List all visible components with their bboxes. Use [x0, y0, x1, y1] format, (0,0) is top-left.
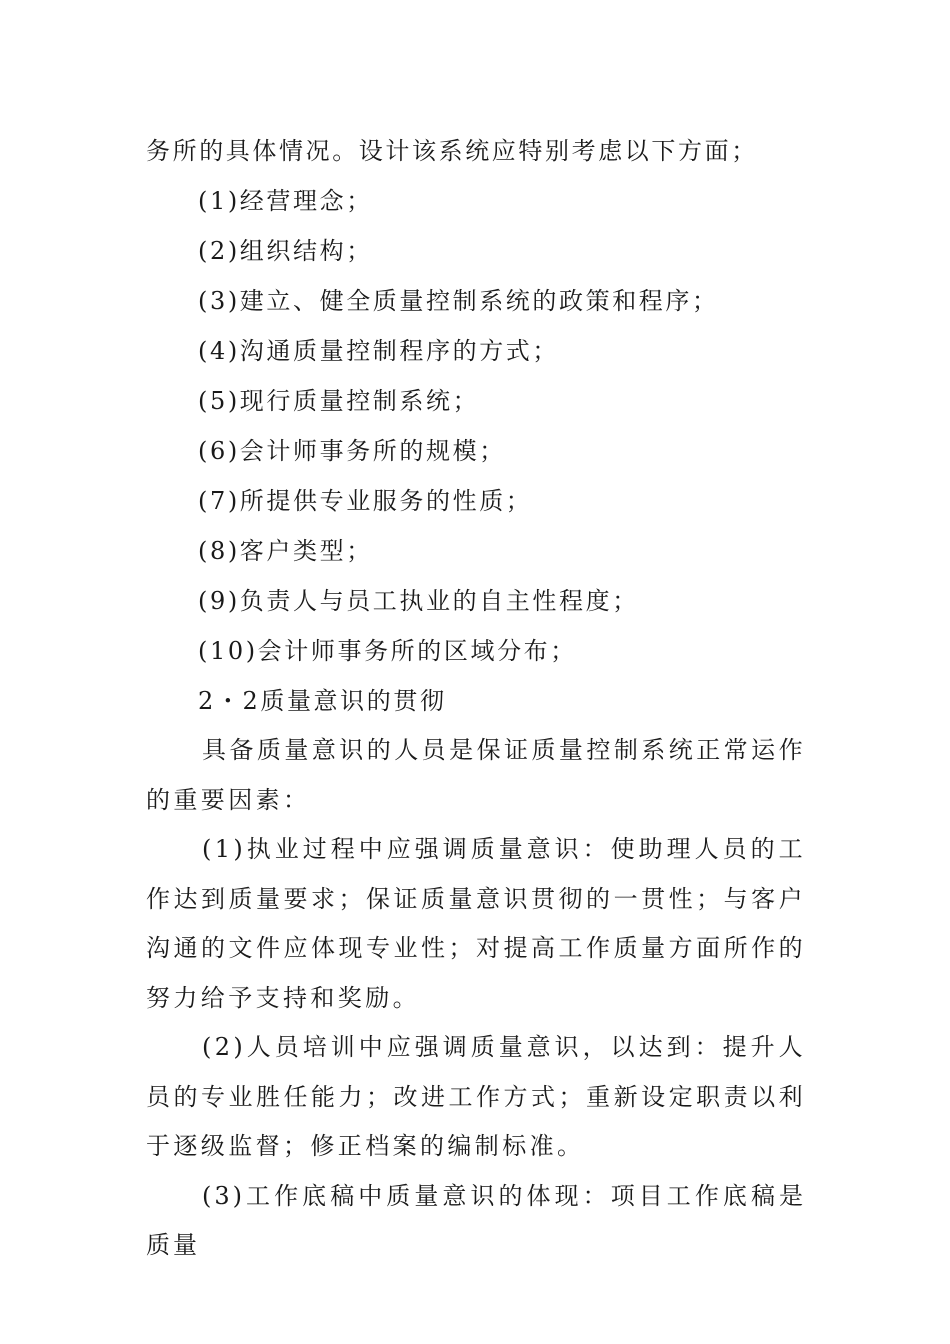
- section-heading: 2・2质量意识的贯彻: [198, 687, 447, 715]
- paragraph-point-2: (2)人员培训中应强调质量意识，以达到：提升人员的专业胜任能力；改进工作方式；重新设定职责以利于逐级监督；修正档案的编制标准。: [146, 1033, 806, 1160]
- text-line-continuation: 务所的具体情况。设计该系统应特别考虑以下方面；: [146, 137, 758, 165]
- paragraph-intro: 具备质量意识的人员是保证质量控制系统正常运作的重要因素：: [146, 736, 806, 814]
- list-item-1: (1)经营理念；: [198, 187, 373, 215]
- paragraph-point-3: (3)工作底稿中质量意识的体现：项目工作底稿是质量: [146, 1181, 806, 1259]
- document-body: [146, 126, 806, 1271]
- list-item-4: (4)沟通质量控制程序的方式；: [198, 337, 559, 365]
- list-item-6: (6)会计师事务所的规模；: [198, 437, 506, 465]
- list-item-2: (2)组织结构；: [198, 237, 373, 265]
- list-item-5: (5)现行质量控制系统；: [198, 387, 480, 415]
- list-item-7: (7)所提供专业服务的性质；: [198, 487, 533, 515]
- list-item-9: (9)负责人与员工执业的自主性程度；: [198, 587, 639, 615]
- list-item-3: (3)建立、健全质量控制系统的政策和程序；: [198, 287, 719, 315]
- paragraph-point-1: (1)执业过程中应强调质量意识：使助理人员的工作达到质量要求；保证质量意识贯彻的一贯性；与客户沟通的文件应体现专业性；对提高工作质量方面所作的努力给予支持和奖励。: [146, 835, 806, 1012]
- list-item-10: (10)会计师事务所的区域分布；: [198, 637, 577, 665]
- list-item-8: (8)客户类型；: [198, 537, 373, 565]
